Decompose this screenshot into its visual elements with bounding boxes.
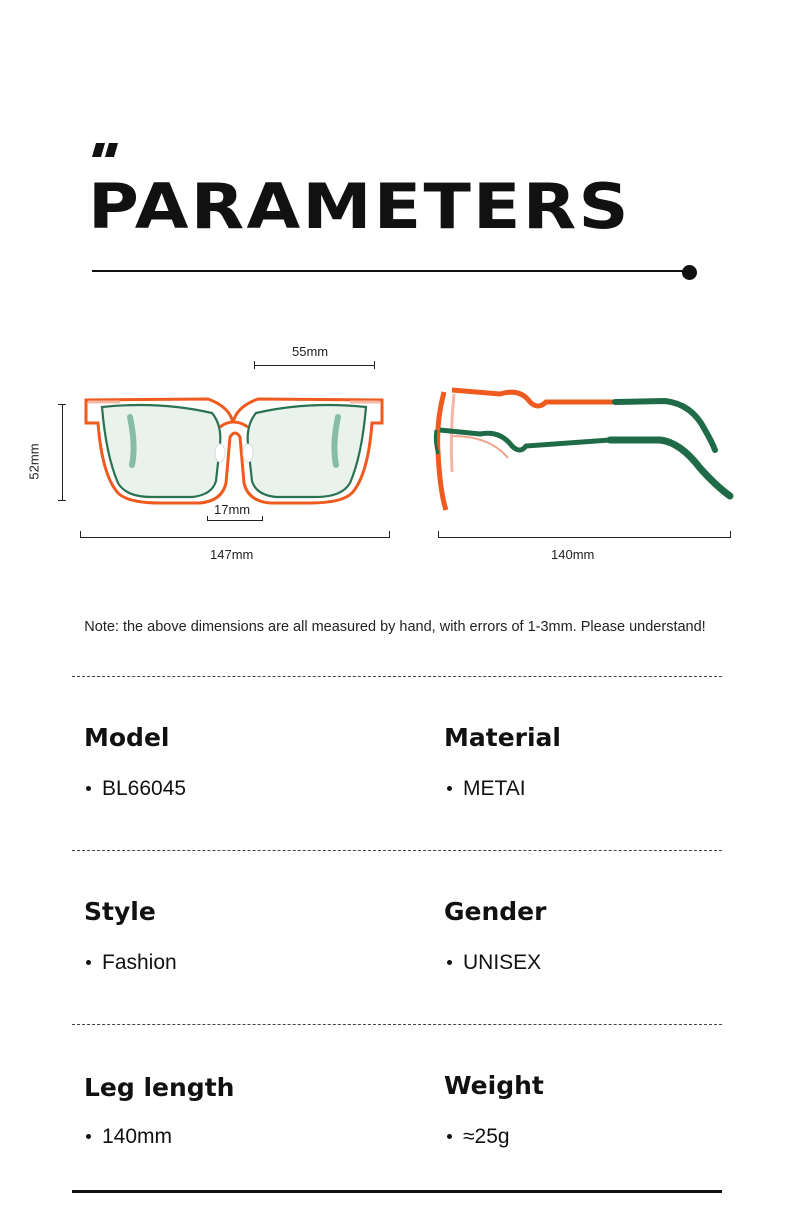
lens-height-label: 52mm	[26, 443, 42, 480]
spec-leg-length-label: Leg length	[84, 1073, 235, 1102]
glasses-dimensions-figure	[0, 330, 790, 580]
section-divider	[72, 850, 722, 851]
glasses-side-view	[430, 382, 740, 522]
spec-leg-length-value-row	[86, 1126, 172, 1147]
spec-model-value-row	[86, 778, 186, 799]
title-divider	[92, 270, 688, 272]
spec-style-value-row	[86, 952, 177, 973]
frame-width-label: 147mm	[210, 547, 254, 562]
bullet-icon	[86, 786, 91, 791]
bullet-icon	[447, 1134, 452, 1139]
bottom-rule	[72, 1190, 722, 1193]
spec-weight-value: ≈25g	[463, 1125, 510, 1148]
page-title: PARAMETERS	[88, 170, 631, 243]
spec-model-value: BL66045	[102, 777, 187, 800]
section-divider	[72, 1024, 722, 1025]
measurement-note: Note: the above dimensions are all measured by hand, with errors of 1-3mm. Please understand!	[84, 619, 706, 635]
section-divider	[72, 676, 722, 677]
bridge-width-label: 17mm	[214, 502, 251, 517]
title-divider-dot	[682, 265, 697, 280]
spec-style-label: Style	[84, 897, 156, 926]
spec-weight-value-row	[447, 1126, 510, 1147]
spec-model-label: Model	[84, 723, 170, 752]
spec-material-value-row	[447, 778, 526, 799]
spec-material-label: Material	[444, 723, 561, 752]
bullet-icon	[447, 786, 452, 791]
spec-gender-label: Gender	[444, 897, 547, 926]
bullet-icon	[447, 960, 452, 965]
spec-style-value: Fashion	[102, 951, 177, 974]
spec-gender-value-row	[447, 952, 541, 973]
temple-length-label: 140mm	[551, 547, 595, 562]
spec-weight-label: Weight	[444, 1071, 544, 1100]
spec-material-value: METAI	[463, 777, 526, 800]
glasses-front-view	[80, 385, 390, 515]
quote-mark-icon	[92, 143, 122, 157]
spec-leg-length-value: 140mm	[102, 1125, 173, 1148]
lens-width-label: 55mm	[292, 344, 329, 359]
bullet-icon	[86, 1134, 91, 1139]
spec-gender-value: UNISEX	[463, 951, 542, 974]
bullet-icon	[86, 960, 91, 965]
